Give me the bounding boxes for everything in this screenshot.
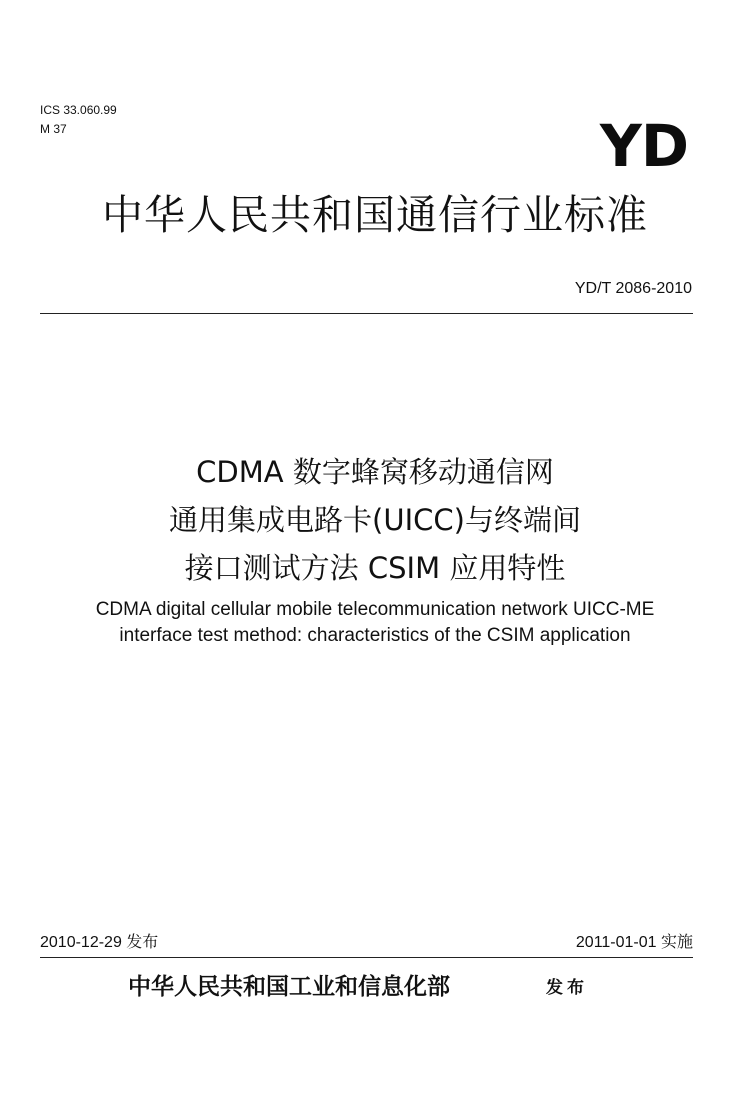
ics-code: ICS 33.060.99 (40, 103, 117, 117)
chinese-title-line: 通用集成电路卡(UICC)与终端间 (169, 503, 581, 537)
standard-number: YD/T 2086-2010 (574, 280, 692, 297)
yd-logo: YD (599, 112, 688, 180)
classification-codes (40, 101, 117, 139)
english-title-line: interface test method: characteristics of the CSIM application (119, 625, 631, 646)
english-title (0, 597, 750, 649)
standard-category-title: 中华人民共和国通信行业标准 (102, 191, 648, 239)
ccs-code: M 37 (40, 122, 67, 136)
chinese-title (0, 448, 750, 592)
issue-date: 2010-12-29 发布 (40, 934, 159, 951)
chinese-title-line: 接口测试方法 CSIM 应用特性 (184, 551, 566, 585)
implementation-date: 2011-01-01 实施 (575, 934, 693, 951)
english-title-line: CDMA digital cellular mobile telecommunication network UICC-ME (95, 599, 655, 620)
issuing-authority: 中华人民共和国工业和信息化部 (128, 973, 450, 1000)
footer-divider (40, 957, 693, 958)
header-divider (40, 313, 693, 314)
issuing-action: 发布 (546, 978, 588, 998)
chinese-title-line: CDMA 数字蜂窝移动通信网 (196, 455, 554, 489)
